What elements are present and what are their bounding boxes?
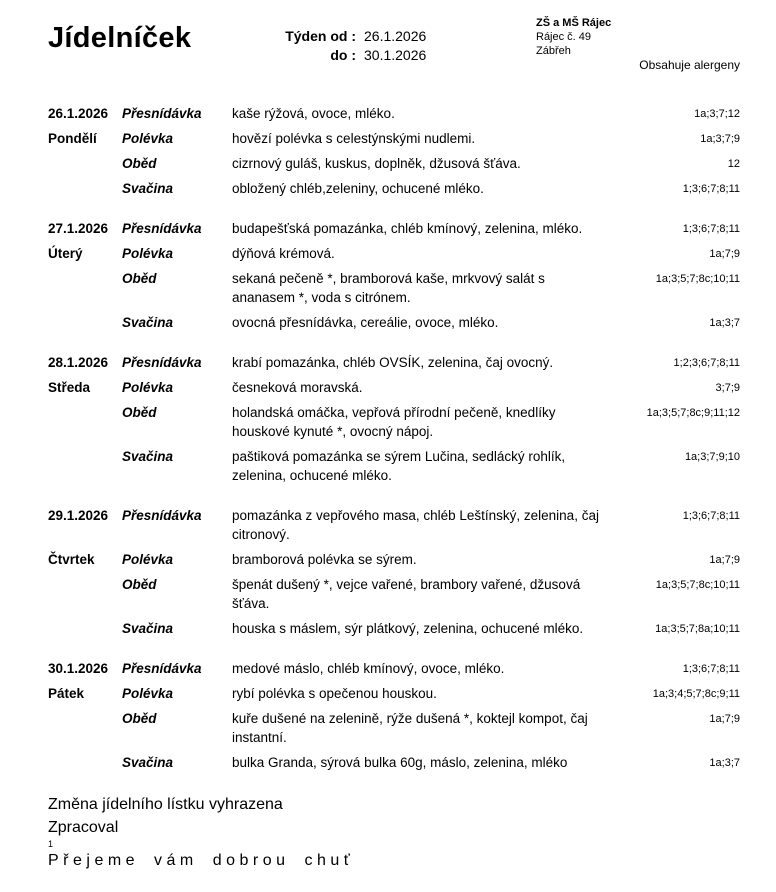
meal-description: ovocná přesnídávka, cereálie, ovoce, mléko.	[232, 315, 499, 330]
menu-row	[48, 269, 740, 307]
date-cell: 26.1.2026	[48, 106, 109, 121]
meal-allergens: 1a;7;9	[709, 554, 740, 566]
meal-description: špenát dušený *, vejce vařené, brambory vařené, džusová šťáva.	[232, 577, 581, 611]
meal-type: Přesnídávka	[122, 661, 202, 676]
meal-type: Polévka	[122, 552, 174, 567]
menu-row	[48, 403, 740, 441]
school-info	[536, 16, 611, 58]
meal-description: houska s máslem, sýr plátkový, zelenina, ochucené mléko.	[232, 621, 584, 636]
document-footer	[48, 793, 776, 872]
meal-description: kaše rýžová, ovoce, mléko.	[232, 106, 395, 121]
menu-row	[48, 575, 740, 613]
menu-row	[48, 709, 740, 747]
meal-allergens: 1a;3;4;5;7;8c;9;11	[652, 688, 740, 700]
meal-description: medové máslo, chléb kmínový, ovoce, mléko.	[232, 661, 505, 676]
day-block-friday	[48, 659, 740, 772]
meal-type: Přesnídávka	[122, 106, 202, 121]
meal-type: Oběd	[122, 577, 157, 592]
week-to-date: 30.1.2026	[364, 47, 427, 63]
week-to-label: do :	[330, 47, 356, 63]
meal-description: dýňová krémová.	[232, 246, 335, 261]
date-cell: 27.1.2026	[48, 221, 109, 236]
prepared-by: Zpracoval	[48, 819, 119, 836]
menu-row	[48, 313, 740, 332]
school-address-line1: Rájec č. 49	[536, 31, 592, 43]
page-title: Jídelníček	[48, 22, 192, 54]
school-address-line2: Zábřeh	[536, 45, 571, 57]
meal-type: Polévka	[122, 686, 174, 701]
meal-type: Polévka	[122, 380, 174, 395]
menu-row	[48, 154, 740, 173]
menu-row	[48, 129, 740, 148]
meal-type: Polévka	[122, 246, 174, 261]
meal-allergens: 1a;7;9	[709, 713, 740, 725]
meal-type: Svačina	[122, 315, 174, 330]
menu-row	[48, 753, 740, 772]
meal-type: Svačina	[122, 449, 174, 464]
menu-row	[48, 550, 740, 569]
meal-type: Oběd	[122, 271, 157, 286]
menu-row	[48, 447, 740, 485]
menu-row	[48, 179, 740, 198]
meal-allergens: 1a;3;7	[709, 757, 740, 769]
menu-row	[48, 506, 740, 544]
meal-description: cizrnový guláš, kuskus, doplněk, džusová šťáva.	[232, 156, 521, 171]
meal-type: Oběd	[122, 711, 157, 726]
allergens-note: Obsahuje alergeny	[639, 58, 740, 72]
date-cell: 28.1.2026	[48, 355, 109, 370]
meal-type: Přesnídávka	[122, 508, 202, 523]
menu-row	[48, 378, 740, 397]
meal-type: Přesnídávka	[122, 355, 202, 370]
meal-allergens: 3;7;9	[715, 382, 740, 394]
meal-allergens: 1;2;3;6;7;8;11	[673, 357, 740, 369]
menu-row	[48, 684, 740, 703]
meal-description: rybí polévka s opečenou houskou.	[232, 686, 437, 701]
menu-row	[48, 353, 740, 372]
meal-allergens: 1;3;6;7;8;11	[682, 183, 740, 195]
meal-type: Polévka	[122, 131, 174, 146]
meal-type: Svačina	[122, 755, 174, 770]
day-name-cell: Středa	[48, 380, 91, 395]
week-from-label: Týden od :	[285, 28, 356, 44]
meal-description: sekaná pečeně *, bramborová kaše, mrkvový salát s ananasem *, voda s citrónem.	[232, 271, 545, 305]
meal-description: paštiková pomazánka se sýrem Lučina, sedlácký rohlík, zelenina, ochucené mléko.	[232, 449, 566, 483]
meal-allergens: 1a;3;5;7;8a;10;11	[655, 623, 740, 635]
day-name-cell: Úterý	[48, 246, 83, 261]
meal-allergens: 1a;3;7;9	[700, 133, 740, 145]
meal-description: pomazánka z vepřového masa, chléb Leštínský, zelenina, čaj citronový.	[232, 508, 599, 542]
day-block-tuesday	[48, 219, 740, 332]
meal-allergens: 1;3;6;7;8;11	[682, 223, 740, 235]
meal-type: Svačina	[122, 181, 174, 196]
week-from-date: 26.1.2026	[364, 28, 427, 44]
date-cell: 29.1.2026	[48, 508, 109, 523]
meal-description: česneková moravská.	[232, 380, 363, 395]
day-name-cell: Čtvrtek	[48, 552, 95, 567]
menu-row	[48, 244, 740, 263]
menu-row	[48, 659, 740, 678]
meal-type: Přesnídávka	[122, 221, 202, 236]
menu-row	[48, 619, 740, 638]
school-name: ZŠ a MŠ Rájec	[536, 17, 612, 29]
day-block-wednesday	[48, 353, 740, 485]
meal-description: bramborová polévka se sýrem.	[232, 552, 417, 567]
date-cell: 30.1.2026	[48, 661, 109, 676]
meal-allergens: 1a;3;5;7;8c;10;11	[655, 579, 740, 591]
menu-table	[48, 104, 740, 772]
menu-row	[48, 219, 740, 238]
document-header	[0, 0, 776, 104]
meal-allergens: 12	[727, 158, 740, 170]
meal-allergens: 1a;3;5;7;8c;10;11	[655, 273, 740, 285]
day-block-thursday	[48, 506, 740, 638]
meal-description: obložený chléb,zeleniny, ochucené mléko.	[232, 181, 484, 196]
meal-allergens: 1a;3;5;7;8c;9;11;12	[646, 407, 740, 419]
day-block-monday	[48, 104, 740, 198]
meal-allergens: 1a;3;7;9;10	[684, 451, 740, 463]
meal-type: Oběd	[122, 405, 157, 420]
meal-description: kuře dušené na zelenině, rýže dušená *, koktejl kompot, čaj instantní.	[232, 711, 588, 745]
menu-row	[48, 104, 740, 123]
meal-description: krabí pomazánka, chléb OVSÍK, zelenina, čaj ovocný.	[232, 355, 554, 370]
footnote-marker: 1	[48, 839, 54, 849]
meal-description: bulka Granda, sýrová bulka 60g, máslo, zelenina, mléko	[232, 755, 568, 770]
meal-description: budapešťská pomazánka, chléb kmínový, zelenina, mléko.	[232, 221, 583, 236]
day-name-cell: Pondělí	[48, 131, 97, 146]
meal-allergens: 1a;7;9	[709, 248, 740, 260]
meal-allergens: 1;3;6;7;8;11	[682, 663, 740, 675]
meal-description: hovězí polévka s celestýnskými nudlemi.	[232, 131, 476, 146]
meal-type: Oběd	[122, 156, 157, 171]
meal-description: holandská omáčka, vepřová přírodní pečeně, knedlíky houskové kynuté *, ovocný nápoj.	[232, 405, 556, 439]
change-note: Změna jídelního lístku vyhrazena	[48, 796, 283, 813]
meal-allergens: 1;3;6;7;8;11	[682, 510, 740, 522]
week-range	[268, 28, 426, 63]
bon-appetit-line: Přejeme vám dobrou chuť	[48, 852, 355, 869]
meal-allergens: 1a;3;7;12	[694, 108, 740, 120]
meal-allergens: 1a;3;7	[709, 317, 740, 329]
meal-type: Svačina	[122, 621, 174, 636]
day-name-cell: Pátek	[48, 686, 85, 701]
